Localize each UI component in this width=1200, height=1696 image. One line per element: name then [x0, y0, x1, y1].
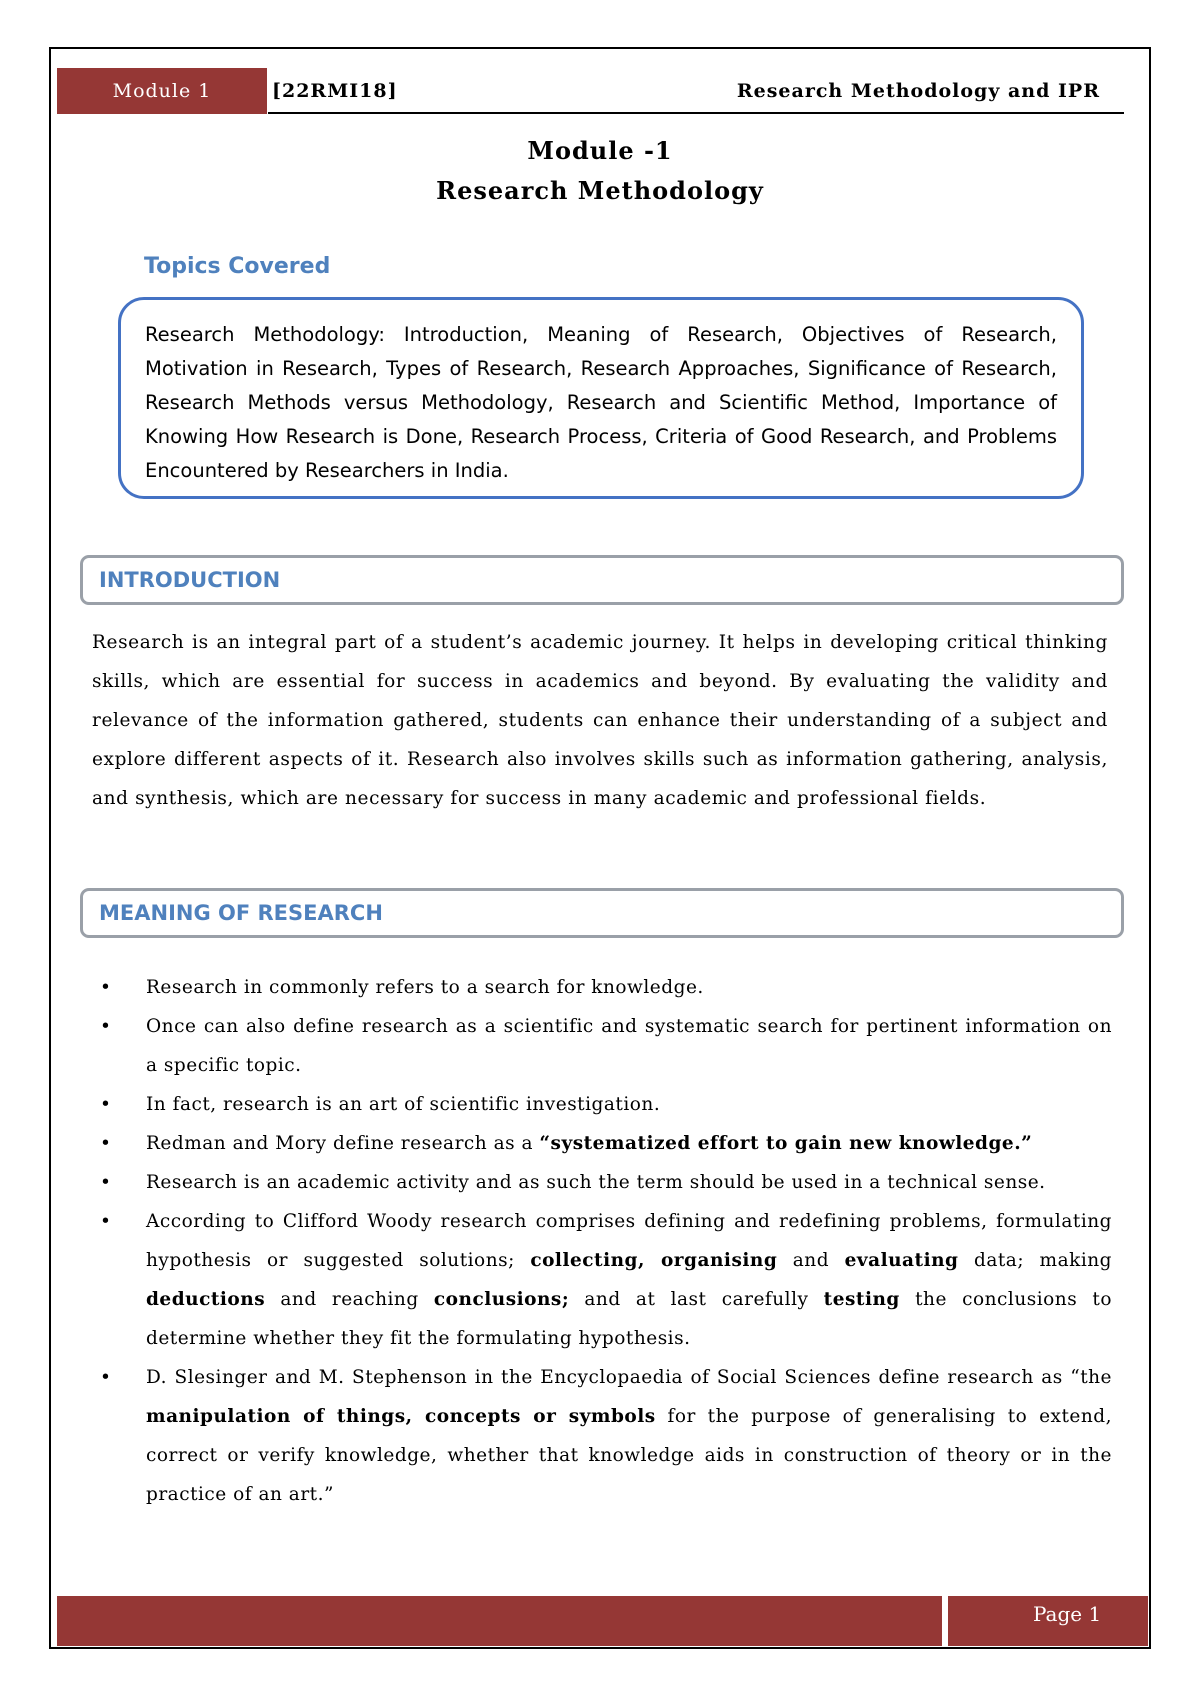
module-title: Module -1	[527, 136, 673, 165]
header-rule	[268, 112, 1124, 114]
list-item: • According to Clifford Woody research comprises defining and redefining problems, formulating hypothesis or suggested solutions; collecting, organising and evaluating data; making deductions and reaching conclusions; and at last carefully testing the conclusions to determine whether they fit the formulating hypothesis.	[92, 1202, 1112, 1358]
list-item: • Redman and Mory define research as a “systematized effort to gain new knowledge.”	[92, 1124, 1112, 1163]
introduction-heading: INTRODUCTION	[80, 555, 1124, 605]
topics-heading: Topics Covered	[144, 254, 331, 279]
list-item: • In fact, research is an art of scientific investigation.	[92, 1085, 1112, 1124]
footer-bar	[57, 1596, 942, 1646]
introduction-paragraph: Research is an integral part of a student’s academic journey. It helps in developing critical thinking skills, which are essential for success in academics and beyond. By evaluating the validity and relevance of the information gathered, students can enhance their understanding of a subject and explore different aspects of it. Research also involves skills such as information gathering, analysis, and synthesis, which are necessary for success in many academic and professional fields.	[92, 632, 1108, 809]
list-item: • Once can also define research as a scientific and systematic search for pertinent information on a specific topic.	[92, 1007, 1112, 1085]
topics-box	[118, 297, 1084, 499]
list-item: • Research in commonly refers to a search for knowledge.	[92, 968, 1112, 1007]
page-number: Page 1	[1033, 1602, 1102, 1626]
subject-title: Research Methodology and IPR	[736, 80, 1100, 102]
meaning-list	[92, 968, 1112, 1514]
course-code: [22RMI18]	[272, 80, 398, 102]
list-item: • D. Slesinger and M. Stephenson in the Encyclopaedia of Social Sciences define research as “the manipulation of things, concepts or symbols for the purpose of generalising to extend, correct or verify knowledge, whether that knowledge aids in construction of theory or in the practice of an art.”	[92, 1358, 1112, 1514]
page-title: Research Methodology	[436, 176, 764, 205]
topics-text: Research Methodology: Introduction, Meaning of Research, Objectives of Research, Motivation in Research, Types of Research, Research Approaches, Significance of Research, Research Methods versus Methodology, Research and Scientific Method, Importance of Knowing How Research is Done, Research Process, Criteria of Good Research, and Problems Encountered by Researchers in India.	[145, 323, 1057, 482]
module-label: Module 1	[57, 68, 267, 114]
list-item: • Research is an academic activity and as such the term should be used in a technical sense.	[92, 1163, 1112, 1202]
meaning-heading: MEANING OF RESEARCH	[80, 888, 1124, 938]
footer-page-box	[948, 1596, 1148, 1646]
